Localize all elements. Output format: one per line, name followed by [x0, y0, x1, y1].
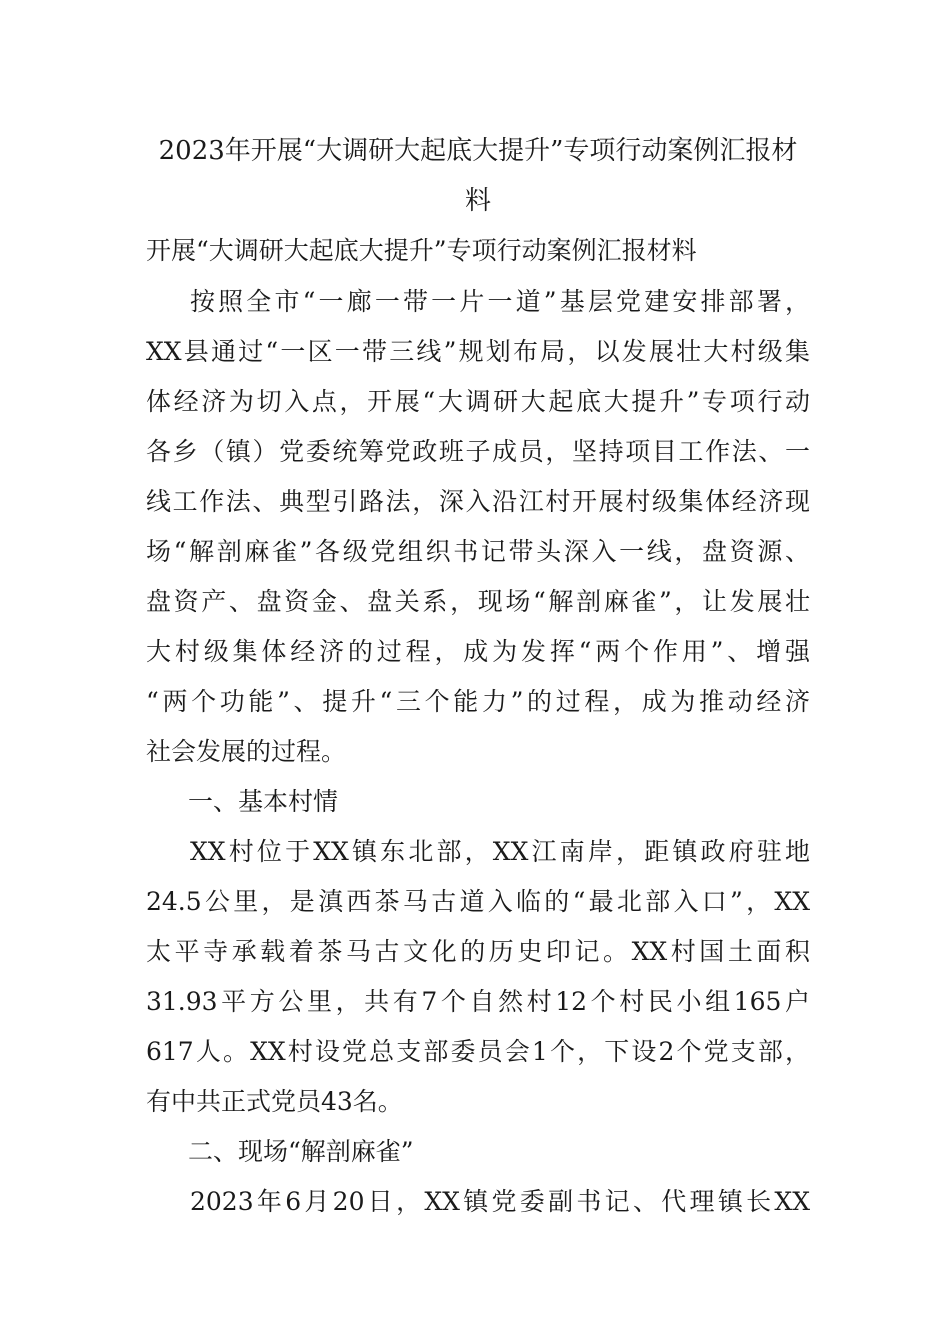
paragraph-line: “两个功能”、提升“三个能力”的过程，成为推动经济	[146, 687, 810, 716]
paragraph-line: 大村级集体经济的过程，成为发挥“两个作用”、增强	[146, 637, 810, 666]
section-heading-basic-info: 一、基本村情	[188, 787, 339, 816]
document-title-line-1: 2023年开展“大调研大起底大提升”专项行动案例汇报材	[158, 136, 798, 166]
paragraph-line: XX村位于XX镇东北部，XX江南岸，距镇政府驻地	[190, 837, 810, 866]
paragraph-line: 2023年6月20日，XX镇党委副书记、代理镇长XX	[190, 1187, 810, 1216]
paragraph-line: 31.93平方公里，共有7个自然村12个村民小组165户	[146, 987, 810, 1016]
paragraph-line: 太平寺承载着茶马古文化的历史印记。XX村国土面积	[146, 937, 810, 966]
paragraph-line: 617人。XX村设党总支部委员会1个，下设2个党支部，	[146, 1037, 810, 1066]
paragraph-line: 24.5公里，是滇西茶马古道入临的“最北部入口”，XX	[146, 887, 810, 916]
document-subtitle: 开展“大调研大起底大提升”专项行动案例汇报材料	[146, 236, 697, 265]
paragraph-line: XX县通过“一区一带三线”规划布局，以发展壮大村级集	[146, 337, 810, 366]
section-heading-on-site: 二、现场“解剖麻雀”	[188, 1137, 414, 1166]
paragraph-line: 体经济为切入点，开展“大调研大起底大提升”专项行动	[146, 387, 810, 416]
paragraph-line: 各乡（镇）党委统筹党政班子成员，坚持项目工作法、一	[146, 437, 810, 466]
paragraph-line: 线工作法、典型引路法，深入沿江村开展村级集体经济现	[146, 487, 810, 516]
paragraph-line: 按照全市“一廊一带一片一道”基层党建安排部署，	[190, 287, 810, 316]
document-title-line-2: 料	[464, 186, 491, 216]
paragraph-line: 社会发展的过程。	[146, 737, 347, 766]
paragraph-line: 场“解剖麻雀”各级党组织书记带头深入一线，盘资源、	[146, 537, 810, 566]
paragraph-line: 有中共正式党员43名。	[146, 1087, 403, 1116]
paragraph-line: 盘资产、盘资金、盘关系，现场“解剖麻雀”，让发展壮	[146, 587, 810, 616]
